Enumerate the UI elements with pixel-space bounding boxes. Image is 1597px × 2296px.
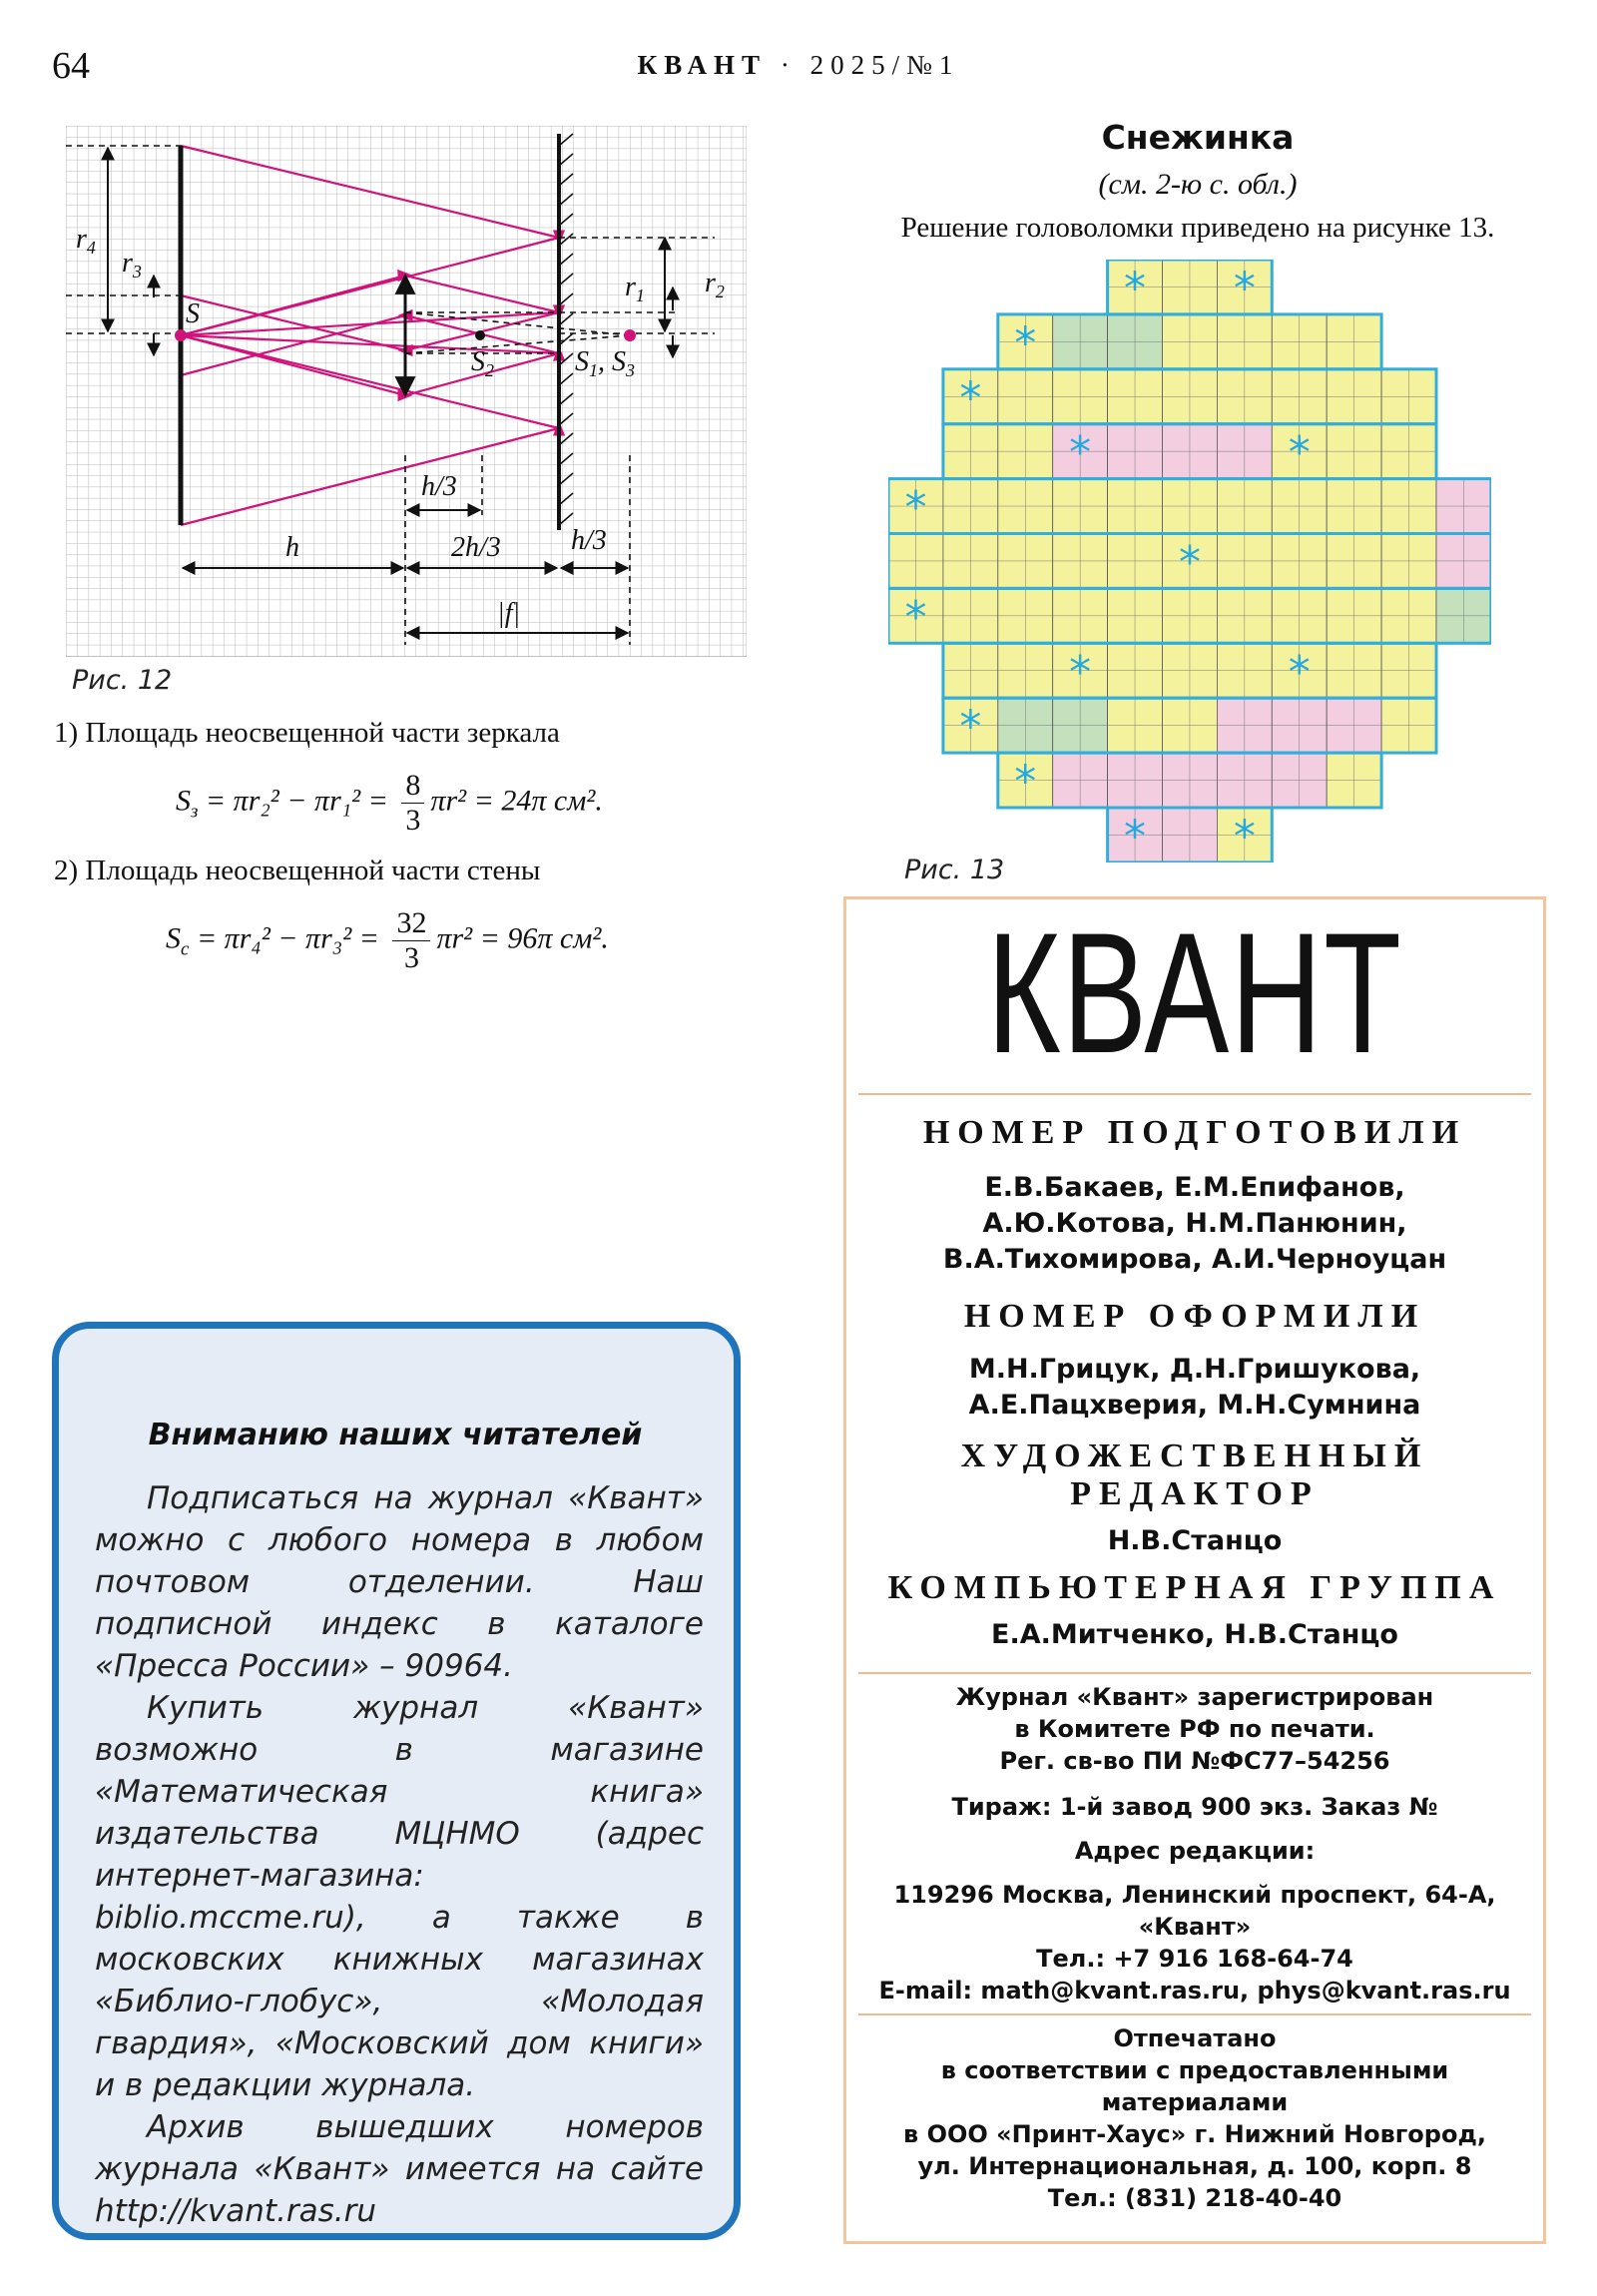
figure-13-caption: Рис. 13 [904, 855, 1005, 885]
svg-text:h: h [285, 532, 299, 563]
solution-item-1: 1) Площадь неосвещенной части зеркала [54, 717, 560, 749]
issue-number: 2025/№1 [809, 50, 960, 80]
snowflake-puzzle-grid [888, 260, 1491, 862]
art-editor-name: Н.В.Станцо [1107, 1525, 1283, 1556]
snowflake-star: * [1288, 427, 1311, 479]
divider [858, 1093, 1531, 1095]
svg-text:r2: $r_2$ [705, 268, 725, 301]
prepared-names: Е.В.Бакаев, Е.М.Епифанов, А.Ю.Котова, Н.М.Панюнин, В.А.Тихомирова, А.И.Черноуцан [942, 1172, 1447, 1275]
notice-body [95, 1477, 704, 2232]
snowflake-star: * [959, 372, 982, 424]
svg-text:S: S [186, 298, 200, 329]
snowflake-star: * [1014, 317, 1037, 369]
svg-text:2h/3: 2h/3 [451, 532, 501, 563]
snowflake-star: * [1288, 646, 1311, 698]
notice-paragraph: Архив вышедших номеров журнала «Квант» имеется на сайте http://kvant.ras.ru [95, 2109, 704, 2229]
svg-text:r4: $r_4$ [76, 224, 96, 258]
snowflake-star: * [1178, 536, 1201, 588]
prepared-heading: НОМЕР ПОДГОТОВИЛИ [922, 1114, 1467, 1151]
snowflake-reference: (см. 2-ю с. обл.) [1098, 168, 1298, 201]
snowflake-title: Снежинка [1101, 118, 1295, 157]
journal-logo: КВАНТ [986, 897, 1403, 1089]
page-number: 64 [52, 45, 90, 87]
svg-text:r3: $r_3$ [122, 248, 142, 282]
computer-group-names: Е.А.Митченко, Н.В.Станцо [991, 1619, 1398, 1650]
svg-text:S1, S3: $S_1$, $S_3$ [575, 346, 635, 380]
designed-heading: НОМЕР ОФОРМИЛИ [963, 1298, 1426, 1335]
computer-group-heading: КОМПЬЮТЕРНАЯ ГРУППА [887, 1569, 1502, 1606]
printing-info: Отпечатано в соответствии с предоставленными материалами в ООО «Принт-Хаус» г. Нижний Новгород, ул. Интернациональная, д. 100, корп. 8 Тел.: (831) 218-40-40 [903, 2024, 1486, 2212]
source-point [175, 329, 187, 341]
figure-12-diagram [66, 126, 747, 657]
snowflake-star: * [1069, 646, 1092, 698]
formula-2: $S_с = \pi r_4^2 - \pi r_3^2$ = $\frac{32}{3}$ πr² = 96π см². [166, 906, 609, 974]
running-head [0, 50, 1597, 81]
snowflake-star: * [1014, 756, 1037, 808]
svg-text:S2: $S_2$ [471, 346, 494, 380]
notice-paragraph: Подписаться на журнал «Квант» можно с любого номера в любом почтовом отделении. Наш подписной индекс в каталоге «Пресса России» – 90964. [95, 1480, 704, 1684]
snowflake-star: * [1233, 263, 1256, 314]
divider [858, 2013, 1531, 2015]
solution-item-2: 2) Площадь неосвещенной части стены [54, 855, 541, 886]
svg-text:h/3: h/3 [571, 525, 607, 556]
divider [858, 1672, 1531, 1674]
art-editor-heading: ХУДОЖЕСТВЕННЫЙ РЕДАКТОР [960, 1437, 1429, 1512]
header-separator: · [780, 50, 797, 80]
notice-paragraph: Купить журнал «Квант» возможно в магазине «Математическая книга» издательства МЦНМО (адрес интернет-магазина: biblio.mccme.ru), а также в московских книжных магазинах «Библио-глобус», «Молодая гвардия», «Московский дом книги» и в редакции журнала. [95, 1690, 704, 2103]
snowflake-star: * [904, 482, 927, 534]
registration-info: Журнал «Квант» зарегистрирован в Комитете РФ по печати. Рег. св-во ПИ №ФС77–54256 [955, 1683, 1434, 1775]
editorial-address: Адрес редакции: 119296 Москва, Ленинский проспект, 64-А, «Квант» Тел.: +7 916 168-64-74 E-mail: math@kvant.ras.ru, phys@kvant.ras.ru [878, 1837, 1511, 2005]
print-run: Тираж: 1-й завод 900 экз. Заказ № [951, 1793, 1438, 1821]
journal-name: КВАНТ [637, 50, 768, 80]
snowflake-star: * [1124, 811, 1147, 862]
snowflake-star: * [1233, 811, 1256, 862]
snowflake-star: * [904, 591, 927, 643]
designed-names: М.Н.Грицук, Д.Н.Гришукова, А.Е.Пацхверия, М.Н.Сумнина [968, 1354, 1421, 1421]
snowflake-star: * [1124, 263, 1147, 314]
snowflake-note: Решение головоломки приведено на рисунке 13. [900, 212, 1495, 244]
figure-12-caption: Рис. 12 [72, 665, 173, 696]
snowflake-star: * [1069, 427, 1092, 479]
svg-text:r1: $r_1$ [625, 272, 645, 305]
svg-text:|f|: |f| [497, 598, 521, 629]
formula-1: $S_з = \pi r_2^2 - \pi r_1^2$ = $\frac{8}{3}$ πr² = 24π см². [176, 769, 603, 837]
svg-text:h/3: h/3 [421, 471, 457, 502]
notice-title: Вниманию наших читателей [148, 1418, 643, 1452]
snowflake-star: * [959, 701, 982, 753]
